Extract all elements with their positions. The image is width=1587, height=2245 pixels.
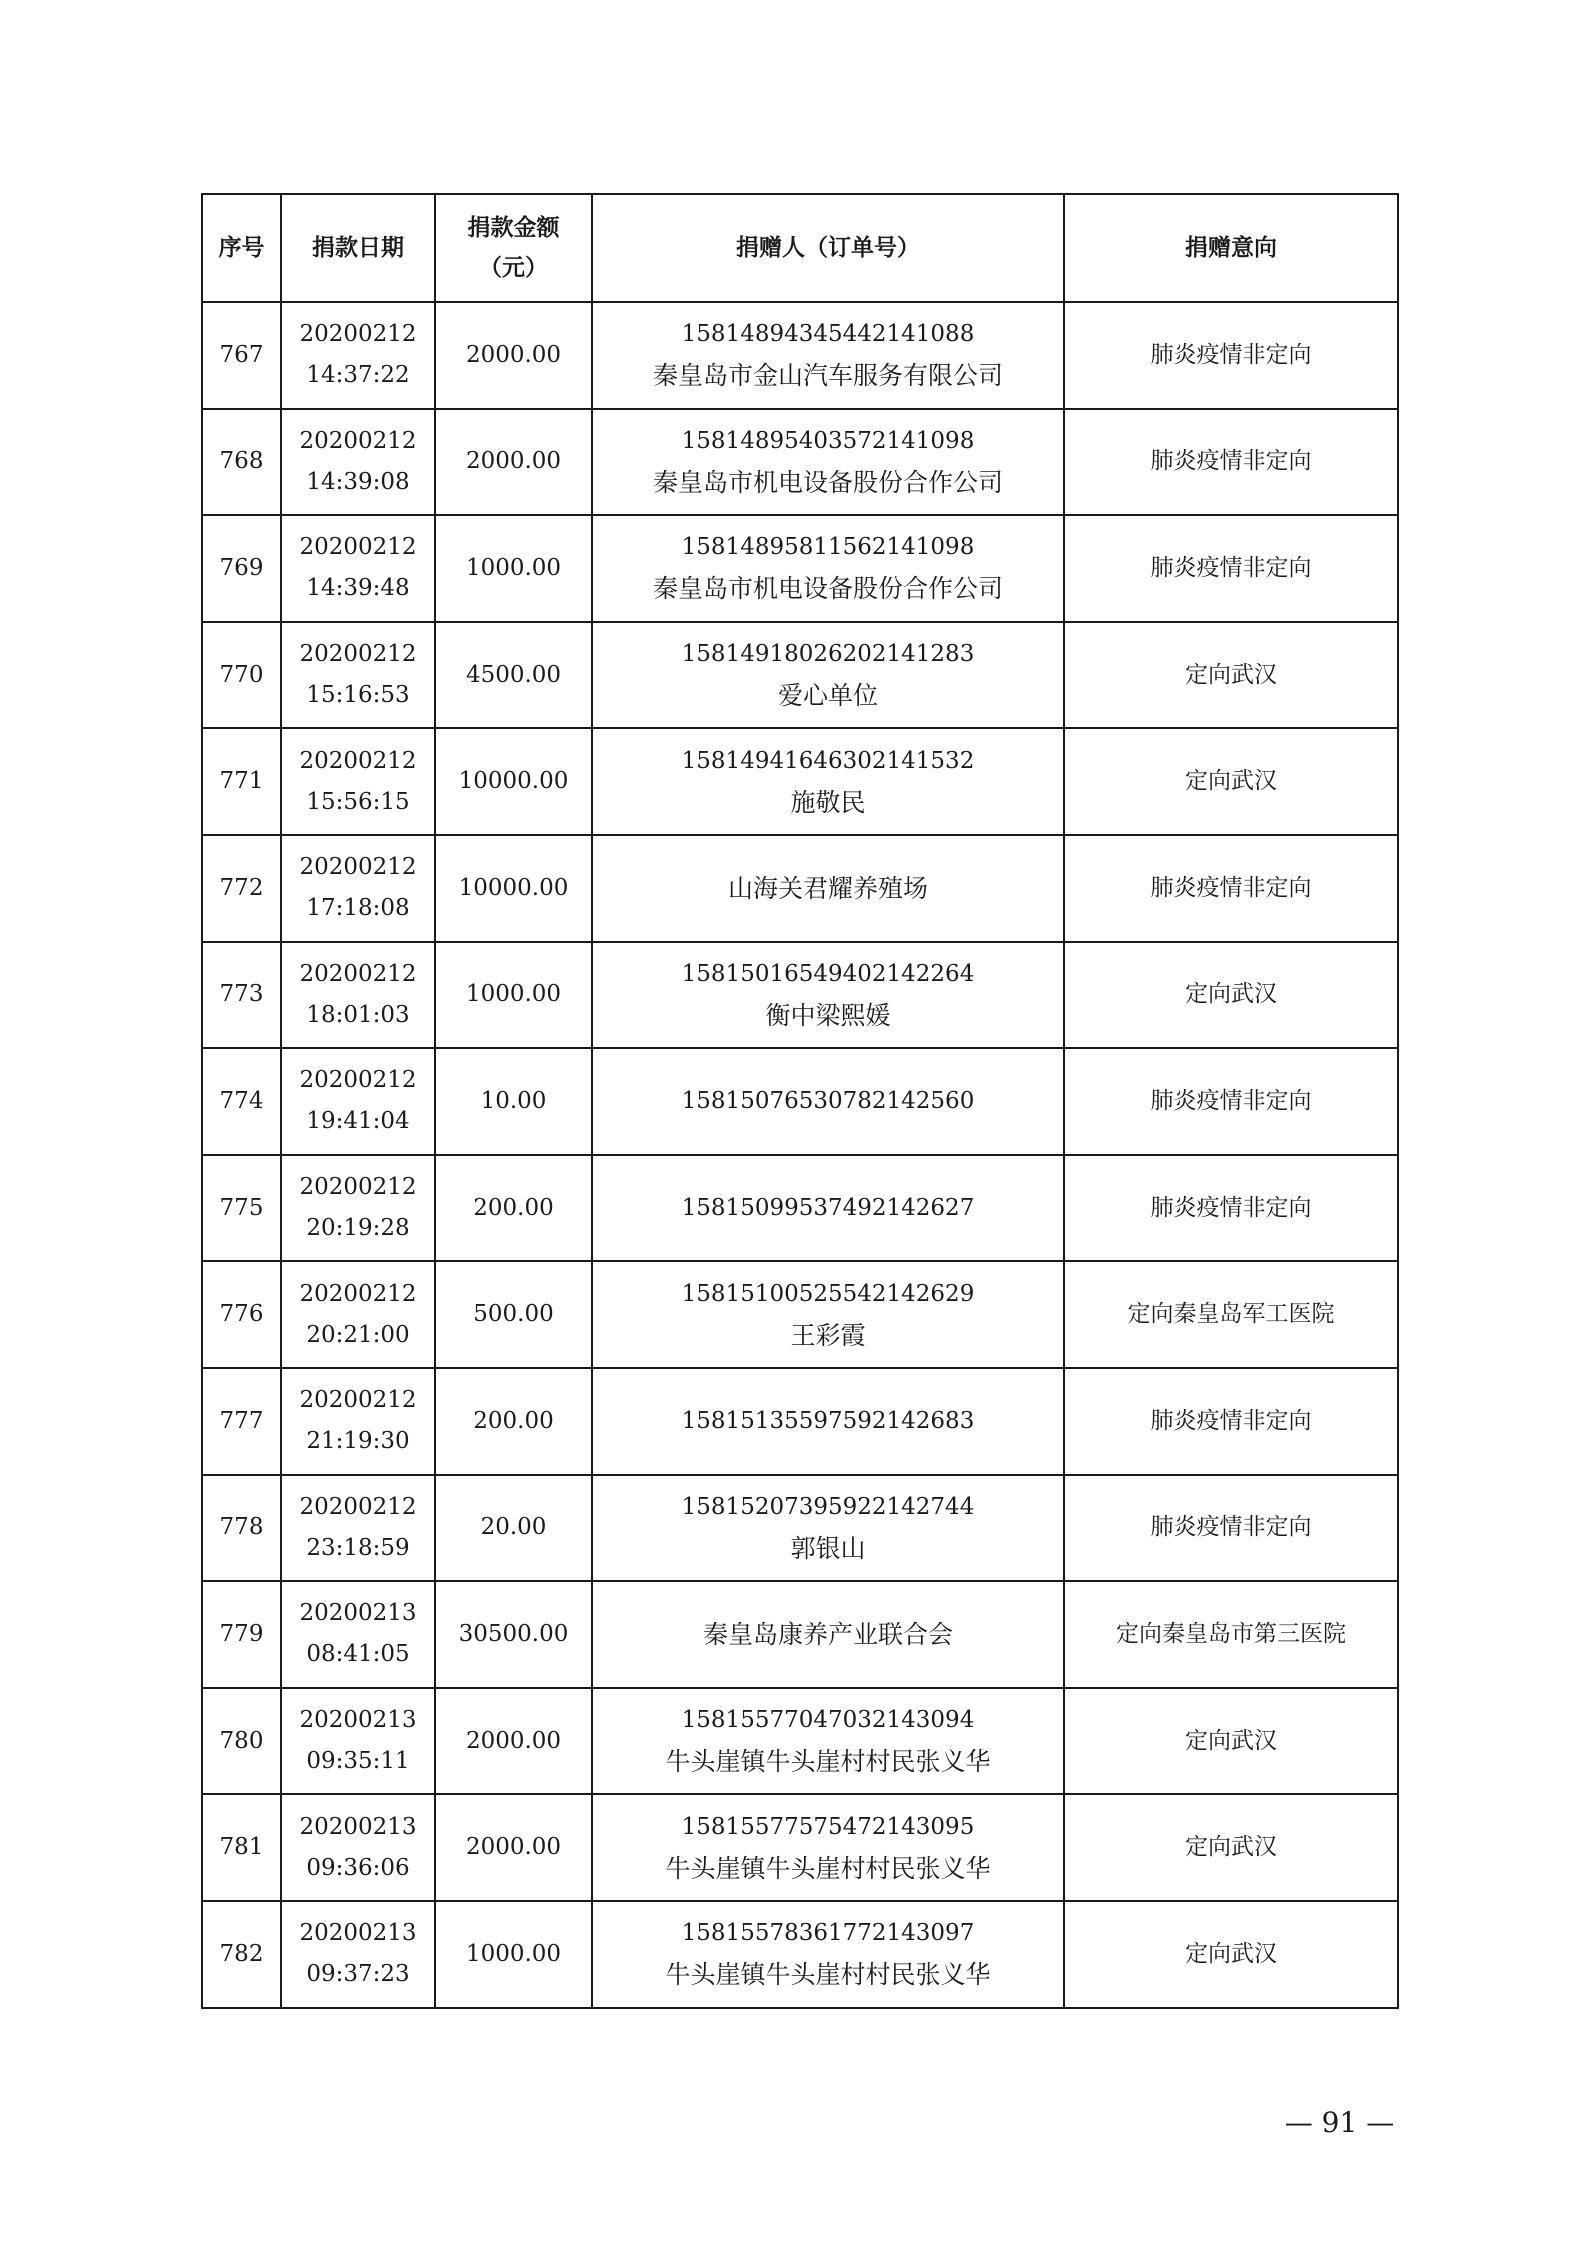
donor-cell	[592, 302, 1064, 409]
date-value: 20200212	[299, 534, 417, 561]
donor-name: 牛头崖镇牛头崖村村民张义华	[665, 1747, 991, 1777]
header-amount	[435, 194, 592, 302]
amount-cell: 500.00	[435, 1261, 592, 1368]
intent-cell: 肺炎疫情非定向	[1064, 1368, 1398, 1475]
order-number: 15814894345442141088	[681, 321, 975, 348]
donor-name: 秦皇岛康养产业联合会	[702, 1619, 953, 1649]
date-cell	[281, 622, 435, 729]
donor-cell	[592, 835, 1064, 942]
intent-cell: 定向武汉	[1064, 1901, 1398, 2008]
table-row	[202, 1688, 1398, 1795]
donor-name: 秦皇岛市机电设备股份合作公司	[652, 574, 1003, 604]
seq-cell: 768	[202, 409, 281, 516]
time-value: 23:18:59	[306, 1534, 410, 1561]
donor-cell	[592, 1048, 1064, 1155]
seq-cell: 776	[202, 1261, 281, 1368]
donor-cell	[592, 728, 1064, 835]
seq-cell: 782	[202, 1901, 281, 2008]
donor-cell	[592, 515, 1064, 622]
date-cell	[281, 1901, 435, 2008]
donor-name: 秦皇岛市金山汽车服务有限公司	[652, 361, 1003, 391]
table-row	[202, 1155, 1398, 1262]
time-value: 14:39:48	[306, 575, 410, 602]
intent-cell: 定向武汉	[1064, 942, 1398, 1049]
order-number: 15815578361772143097	[681, 1920, 975, 1947]
date-cell	[281, 1475, 435, 1582]
date-value: 20200213	[299, 1920, 417, 1947]
order-number: 15814941646302141532	[681, 747, 975, 774]
time-value: 20:21:00	[306, 1321, 410, 1348]
donor-name: 郭银山	[790, 1533, 866, 1563]
donor-name: 山海关君耀养殖场	[727, 873, 928, 903]
table-row	[202, 728, 1398, 835]
amount-cell: 4500.00	[435, 622, 592, 729]
seq-cell: 771	[202, 728, 281, 835]
donation-table	[201, 193, 1399, 2009]
donor-name: 王彩霞	[790, 1320, 866, 1350]
intent-cell: 定向武汉	[1064, 1794, 1398, 1901]
time-value: 18:01:03	[306, 1001, 410, 1028]
table-row	[202, 302, 1398, 409]
intent-cell: 定向武汉	[1064, 622, 1398, 729]
donor-cell	[592, 1261, 1064, 1368]
order-number: 15814918026202141283	[681, 641, 975, 668]
time-value: 21:19:30	[306, 1428, 410, 1455]
amount-cell: 30500.00	[435, 1581, 592, 1688]
table-row	[202, 1368, 1398, 1475]
date-value: 20200212	[299, 747, 417, 774]
seq-cell: 773	[202, 942, 281, 1049]
intent-cell: 肺炎疫情非定向	[1064, 302, 1398, 409]
date-cell	[281, 1794, 435, 1901]
seq-cell: 775	[202, 1155, 281, 1262]
order-number: 15815577047032143094	[681, 1707, 975, 1734]
amount-cell: 200.00	[435, 1368, 592, 1475]
header-donor: 捐赠人（订单号）	[592, 194, 1064, 302]
donor-cell	[592, 409, 1064, 516]
donor-cell	[592, 1368, 1064, 1475]
date-cell	[281, 942, 435, 1049]
date-value: 20200212	[299, 1174, 417, 1201]
intent-cell: 肺炎疫情非定向	[1064, 515, 1398, 622]
header-date: 捐款日期	[281, 194, 435, 302]
intent-cell: 定向秦皇岛军工医院	[1064, 1261, 1398, 1368]
amount-cell: 10000.00	[435, 835, 592, 942]
intent-cell: 定向武汉	[1064, 1688, 1398, 1795]
time-value: 17:18:08	[306, 895, 410, 922]
donor-cell	[592, 622, 1064, 729]
donor-cell	[592, 1155, 1064, 1262]
intent-cell: 肺炎疫情非定向	[1064, 1155, 1398, 1262]
date-value: 20200212	[299, 427, 417, 454]
date-cell	[281, 1048, 435, 1155]
donor-name: 衡中梁熙媛	[765, 1000, 891, 1030]
amount-cell: 2000.00	[435, 1688, 592, 1795]
date-cell	[281, 1581, 435, 1688]
donor-cell	[592, 1794, 1064, 1901]
date-cell	[281, 1261, 435, 1368]
header-seq: 序号	[202, 194, 281, 302]
order-number: 15815099537492142627	[681, 1194, 975, 1221]
donor-cell	[592, 1688, 1064, 1795]
intent-cell: 肺炎疫情非定向	[1064, 409, 1398, 516]
date-cell	[281, 409, 435, 516]
seq-cell: 774	[202, 1048, 281, 1155]
intent-cell: 肺炎疫情非定向	[1064, 1048, 1398, 1155]
amount-cell: 1000.00	[435, 942, 592, 1049]
table-row	[202, 515, 1398, 622]
donor-name: 施敬民	[790, 787, 866, 817]
amount-cell: 1000.00	[435, 1901, 592, 2008]
donor-name: 秦皇岛市机电设备股份合作公司	[652, 467, 1003, 497]
order-number: 15815016549402142264	[681, 960, 975, 987]
table-row	[202, 1048, 1398, 1155]
seq-cell: 777	[202, 1368, 281, 1475]
date-cell	[281, 1368, 435, 1475]
seq-cell: 770	[202, 622, 281, 729]
order-number: 15815076530782142560	[681, 1087, 975, 1114]
donor-cell	[592, 942, 1064, 1049]
date-value: 20200212	[299, 854, 417, 881]
seq-cell: 767	[202, 302, 281, 409]
amount-cell: 2000.00	[435, 409, 592, 516]
date-value: 20200212	[299, 1493, 417, 1520]
intent-cell: 肺炎疫情非定向	[1064, 1475, 1398, 1582]
table-row	[202, 835, 1398, 942]
header-amount-line2: （元）	[479, 255, 548, 281]
date-cell	[281, 515, 435, 622]
date-cell	[281, 302, 435, 409]
order-number: 15814895811562141098	[681, 534, 975, 561]
time-value: 08:41:05	[306, 1641, 410, 1668]
order-number: 15814895403572141098	[681, 427, 975, 454]
date-value: 20200212	[299, 1387, 417, 1414]
intent-cell: 定向秦皇岛市第三医院	[1064, 1581, 1398, 1688]
seq-cell: 778	[202, 1475, 281, 1582]
page-number: — 91 —	[1284, 2106, 1395, 2139]
table-row	[202, 1901, 1398, 2008]
time-value: 15:16:53	[306, 682, 410, 709]
seq-cell: 780	[202, 1688, 281, 1795]
amount-cell: 10000.00	[435, 728, 592, 835]
order-number: 15815207395922142744	[681, 1493, 975, 1520]
date-value: 20200212	[299, 321, 417, 348]
table-row	[202, 1794, 1398, 1901]
time-value: 19:41:04	[306, 1108, 410, 1135]
amount-cell: 2000.00	[435, 302, 592, 409]
intent-cell: 肺炎疫情非定向	[1064, 835, 1398, 942]
donor-cell	[592, 1581, 1064, 1688]
time-value: 14:37:22	[306, 362, 410, 389]
seq-cell: 781	[202, 1794, 281, 1901]
header-row	[202, 194, 1398, 302]
date-value: 20200212	[299, 1067, 417, 1094]
header-intent: 捐赠意向	[1064, 194, 1398, 302]
table-row	[202, 942, 1398, 1049]
date-cell	[281, 1155, 435, 1262]
time-value: 14:39:08	[306, 468, 410, 495]
seq-cell: 772	[202, 835, 281, 942]
amount-cell: 10.00	[435, 1048, 592, 1155]
donor-cell	[592, 1475, 1064, 1582]
order-number: 15815135597592142683	[681, 1407, 975, 1434]
donor-name: 爱心单位	[777, 681, 878, 711]
order-number: 15815100525542142629	[681, 1280, 975, 1307]
seq-cell: 779	[202, 1581, 281, 1688]
seq-cell: 769	[202, 515, 281, 622]
donor-name: 牛头崖镇牛头崖村村民张义华	[665, 1853, 991, 1883]
intent-cell: 定向武汉	[1064, 728, 1398, 835]
table-row	[202, 1475, 1398, 1582]
date-cell	[281, 728, 435, 835]
time-value: 09:37:23	[306, 1961, 410, 1988]
table-row	[202, 1261, 1398, 1368]
amount-cell: 20.00	[435, 1475, 592, 1582]
header-amount-line1: 捐款金额	[467, 215, 560, 241]
date-value: 20200213	[299, 1707, 417, 1734]
amount-cell: 200.00	[435, 1155, 592, 1262]
time-value: 20:19:28	[306, 1215, 410, 1242]
date-value: 20200212	[299, 960, 417, 987]
table-row	[202, 1581, 1398, 1688]
date-cell	[281, 1688, 435, 1795]
time-value: 15:56:15	[306, 788, 410, 815]
date-value: 20200213	[299, 1600, 417, 1627]
donor-cell	[592, 1901, 1064, 2008]
date-cell	[281, 835, 435, 942]
date-value: 20200212	[299, 1280, 417, 1307]
time-value: 09:35:11	[306, 1748, 410, 1775]
time-value: 09:36:06	[306, 1854, 410, 1881]
amount-cell: 2000.00	[435, 1794, 592, 1901]
donor-name: 牛头崖镇牛头崖村村民张义华	[665, 1960, 991, 1990]
date-value: 20200213	[299, 1813, 417, 1840]
table-row	[202, 409, 1398, 516]
order-number: 15815577575472143095	[681, 1813, 975, 1840]
amount-cell: 1000.00	[435, 515, 592, 622]
table-row	[202, 622, 1398, 729]
date-value: 20200212	[299, 641, 417, 668]
